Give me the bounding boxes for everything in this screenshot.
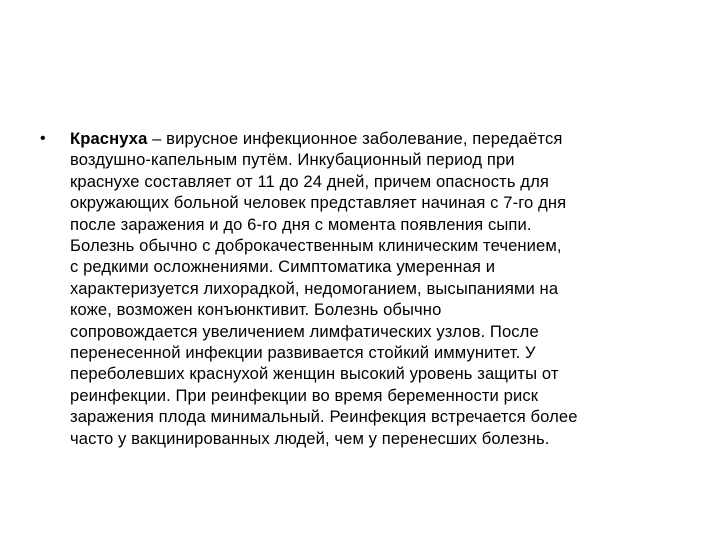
text-line-15: часто у вакцинированных людей, чем у перенесших болезнь.: [70, 428, 550, 448]
text-line-4: окружающих больной человек представляет начиная с 7-го дня: [70, 193, 567, 213]
bullet-marker: •: [40, 130, 46, 147]
text-line-5: после заражения и до 6-го дня с момента появления сыпи.: [70, 214, 532, 234]
text-line-14: заражения плода минимальный. Реинфекция встречается более: [70, 407, 578, 427]
text-line-13: реинфекции. При реинфекции во время беременности риск: [70, 385, 539, 405]
text-line-6: Болезнь обычно с доброкачественным клиническим течением,: [70, 236, 562, 256]
term-rubella: Краснуха: [70, 129, 148, 148]
text-line-11: перенесенной инфекции развивается стойкий иммунитет. У: [70, 343, 536, 363]
text-line-9: коже, возможен конъюнктивит. Болезнь обычно: [70, 300, 442, 320]
text-line-3: краснухе составляет от 11 до 24 дней, причем опасность для: [70, 171, 549, 191]
text-line-7: с редкими осложнениями. Симптоматика умеренная и: [70, 257, 496, 277]
bullet-item: [40, 128, 680, 449]
text-line-1: [70, 128, 680, 149]
slide-content: [40, 128, 680, 449]
text-line-2: воздушно-капельным путём. Инкубационный период при: [70, 150, 515, 170]
bullet-text: [70, 128, 680, 449]
definition-start: – вирусное инфекционное заболевание, передаётся: [147, 129, 563, 148]
text-line-12: переболевших краснухой женщин высокий уровень защиты от: [70, 364, 559, 384]
text-line-8: характеризуется лихорадкой, недомоганием, высыпаниями на: [70, 278, 559, 298]
text-line-10: сопровождается увеличением лимфатических узлов. После: [70, 321, 539, 341]
